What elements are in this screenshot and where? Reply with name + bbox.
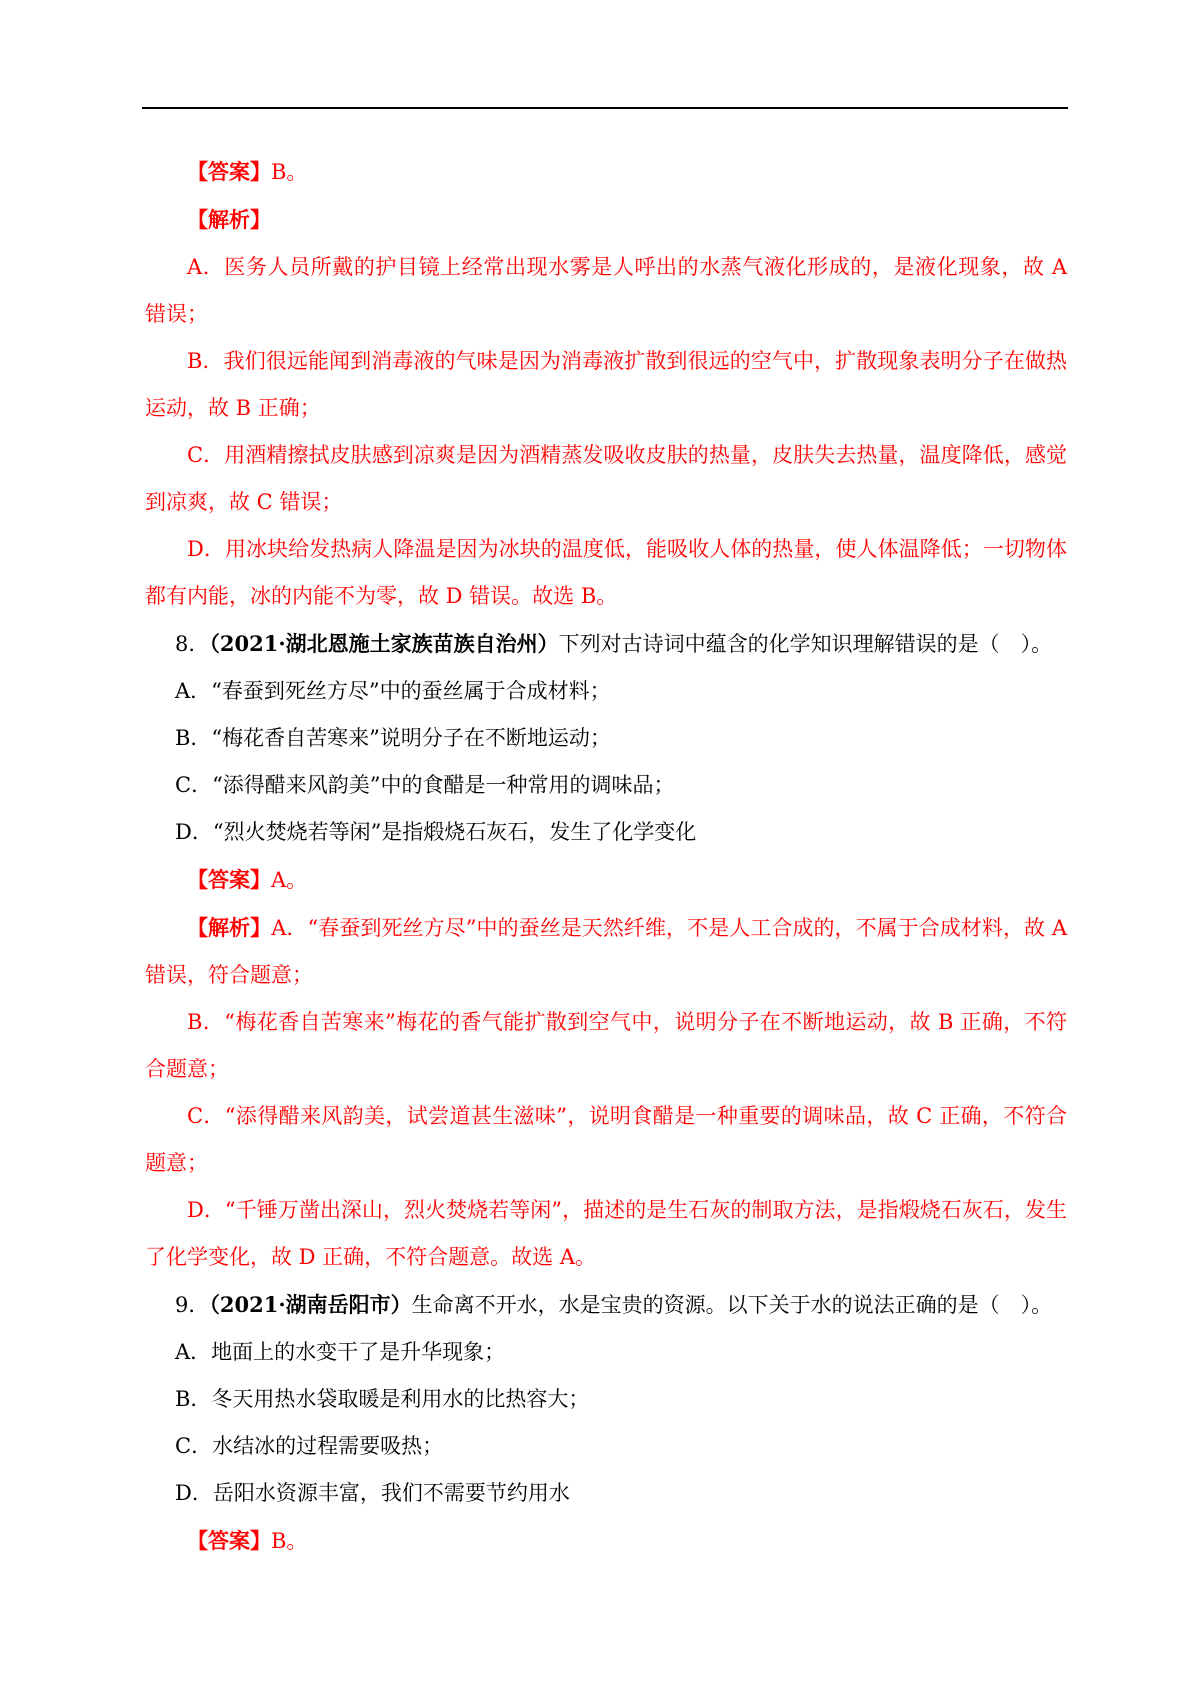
question-8-option-d: D．“烈火焚烧若等闲”是指煅烧石灰石，发生了化学变化 bbox=[175, 820, 697, 844]
question-9-option-d: D．岳阳水资源丰富，我们不需要节约用水 bbox=[175, 1481, 570, 1505]
analysis-paragraph: A．医务人员所戴的护目镜上经常出现水雾是人呼出的水蒸气液化形成的，是液化现象，故 A 错误； bbox=[145, 255, 1067, 326]
analysis-text: A．“春蚕到死丝方尽”中的蚕丝是天然纤维，不是人工合成的，不属于合成材料，故 A 错误，符合题意； bbox=[145, 916, 1067, 987]
analysis-paragraph: B．“梅花香自苦寒来”梅花的香气能扩散到空气中，说明分子在不断地运动，故 B 正确，不符合题意； bbox=[145, 1010, 1067, 1081]
header-rule bbox=[142, 107, 1068, 109]
analysis-paragraph: D．用冰块给发热病人降温是因为冰块的温度低，能吸收人体的热量，使人体温降低；一切物体都有内能，冰的内能不为零，故 D 错误。故选 B。 bbox=[145, 537, 1067, 608]
analysis-paragraph: B．我们很远能闻到消毒液的气味是因为消毒液扩散到很远的空气中，扩散现象表明分子在做热运动，故 B 正确； bbox=[145, 349, 1067, 420]
answer-label: 【答案】 bbox=[187, 867, 271, 892]
question-source: （2021·湖南岳阳市） bbox=[209, 1292, 412, 1317]
analysis-paragraph bbox=[145, 904, 1067, 999]
answer-line bbox=[145, 1517, 1067, 1565]
question-8-stem bbox=[145, 620, 1067, 668]
question-8-option-b: B．“梅花香自苦寒来”说明分子在不断地运动； bbox=[175, 726, 611, 750]
question-number: 9． bbox=[175, 1293, 210, 1317]
analysis-paragraph: C．用酒精擦拭皮肤感到凉爽是因为酒精蒸发吸收皮肤的热量，皮肤失去热量，温度降低，感觉到凉爽，故 C 错误； bbox=[145, 443, 1067, 514]
question-9-option-a: A．地面上的水变干了是升华现象； bbox=[175, 1340, 506, 1364]
answer-value: B。 bbox=[271, 1529, 308, 1553]
answer-line bbox=[145, 856, 1067, 904]
question-9-option-b: B．冬天用热水袋取暖是利用水的比热容大； bbox=[175, 1387, 590, 1411]
answer-value: B。 bbox=[271, 160, 308, 184]
answer-line bbox=[145, 148, 1067, 196]
question-text: 下列对古诗词中蕴含的化学知识理解错误的是（ ）。 bbox=[558, 632, 1053, 656]
analysis-heading bbox=[145, 196, 1067, 244]
answer-label: 【答案】 bbox=[187, 159, 271, 184]
analysis-paragraph: D．“千锤万凿出深山，烈火焚烧若等闲”，描述的是生石灰的制取方法，是指煅烧石灰石，发生了化学变化，故 D 正确，不符合题意。故选 A。 bbox=[145, 1198, 1067, 1269]
question-9-stem bbox=[145, 1281, 1067, 1329]
analysis-label: 【解析】 bbox=[187, 207, 271, 232]
question-8-option-c: C．“添得醋来风韵美”中的食醋是一种常用的调味品； bbox=[175, 773, 675, 797]
analysis-paragraph: C．“添得醋来风韵美，试尝道甚生滋味”，说明食醋是一种重要的调味品，故 C 正确，不符合题意； bbox=[145, 1104, 1067, 1175]
question-source: （2021·湖北恩施土家族苗族自治州） bbox=[209, 631, 559, 656]
answer-value: A。 bbox=[271, 868, 308, 892]
question-8-option-a: A．“春蚕到死丝方尽”中的蚕丝属于合成材料； bbox=[175, 679, 611, 703]
question-text: 生命离不开水，水是宝贵的资源。以下关于水的说法正确的是（ ）。 bbox=[411, 1293, 1053, 1317]
question-number: 8． bbox=[175, 632, 210, 656]
answer-label: 【答案】 bbox=[187, 1528, 271, 1553]
page-content bbox=[145, 148, 1067, 1565]
analysis-label: 【解析】 bbox=[187, 915, 272, 940]
question-9-option-c: C．水结冰的过程需要吸热； bbox=[175, 1434, 444, 1458]
